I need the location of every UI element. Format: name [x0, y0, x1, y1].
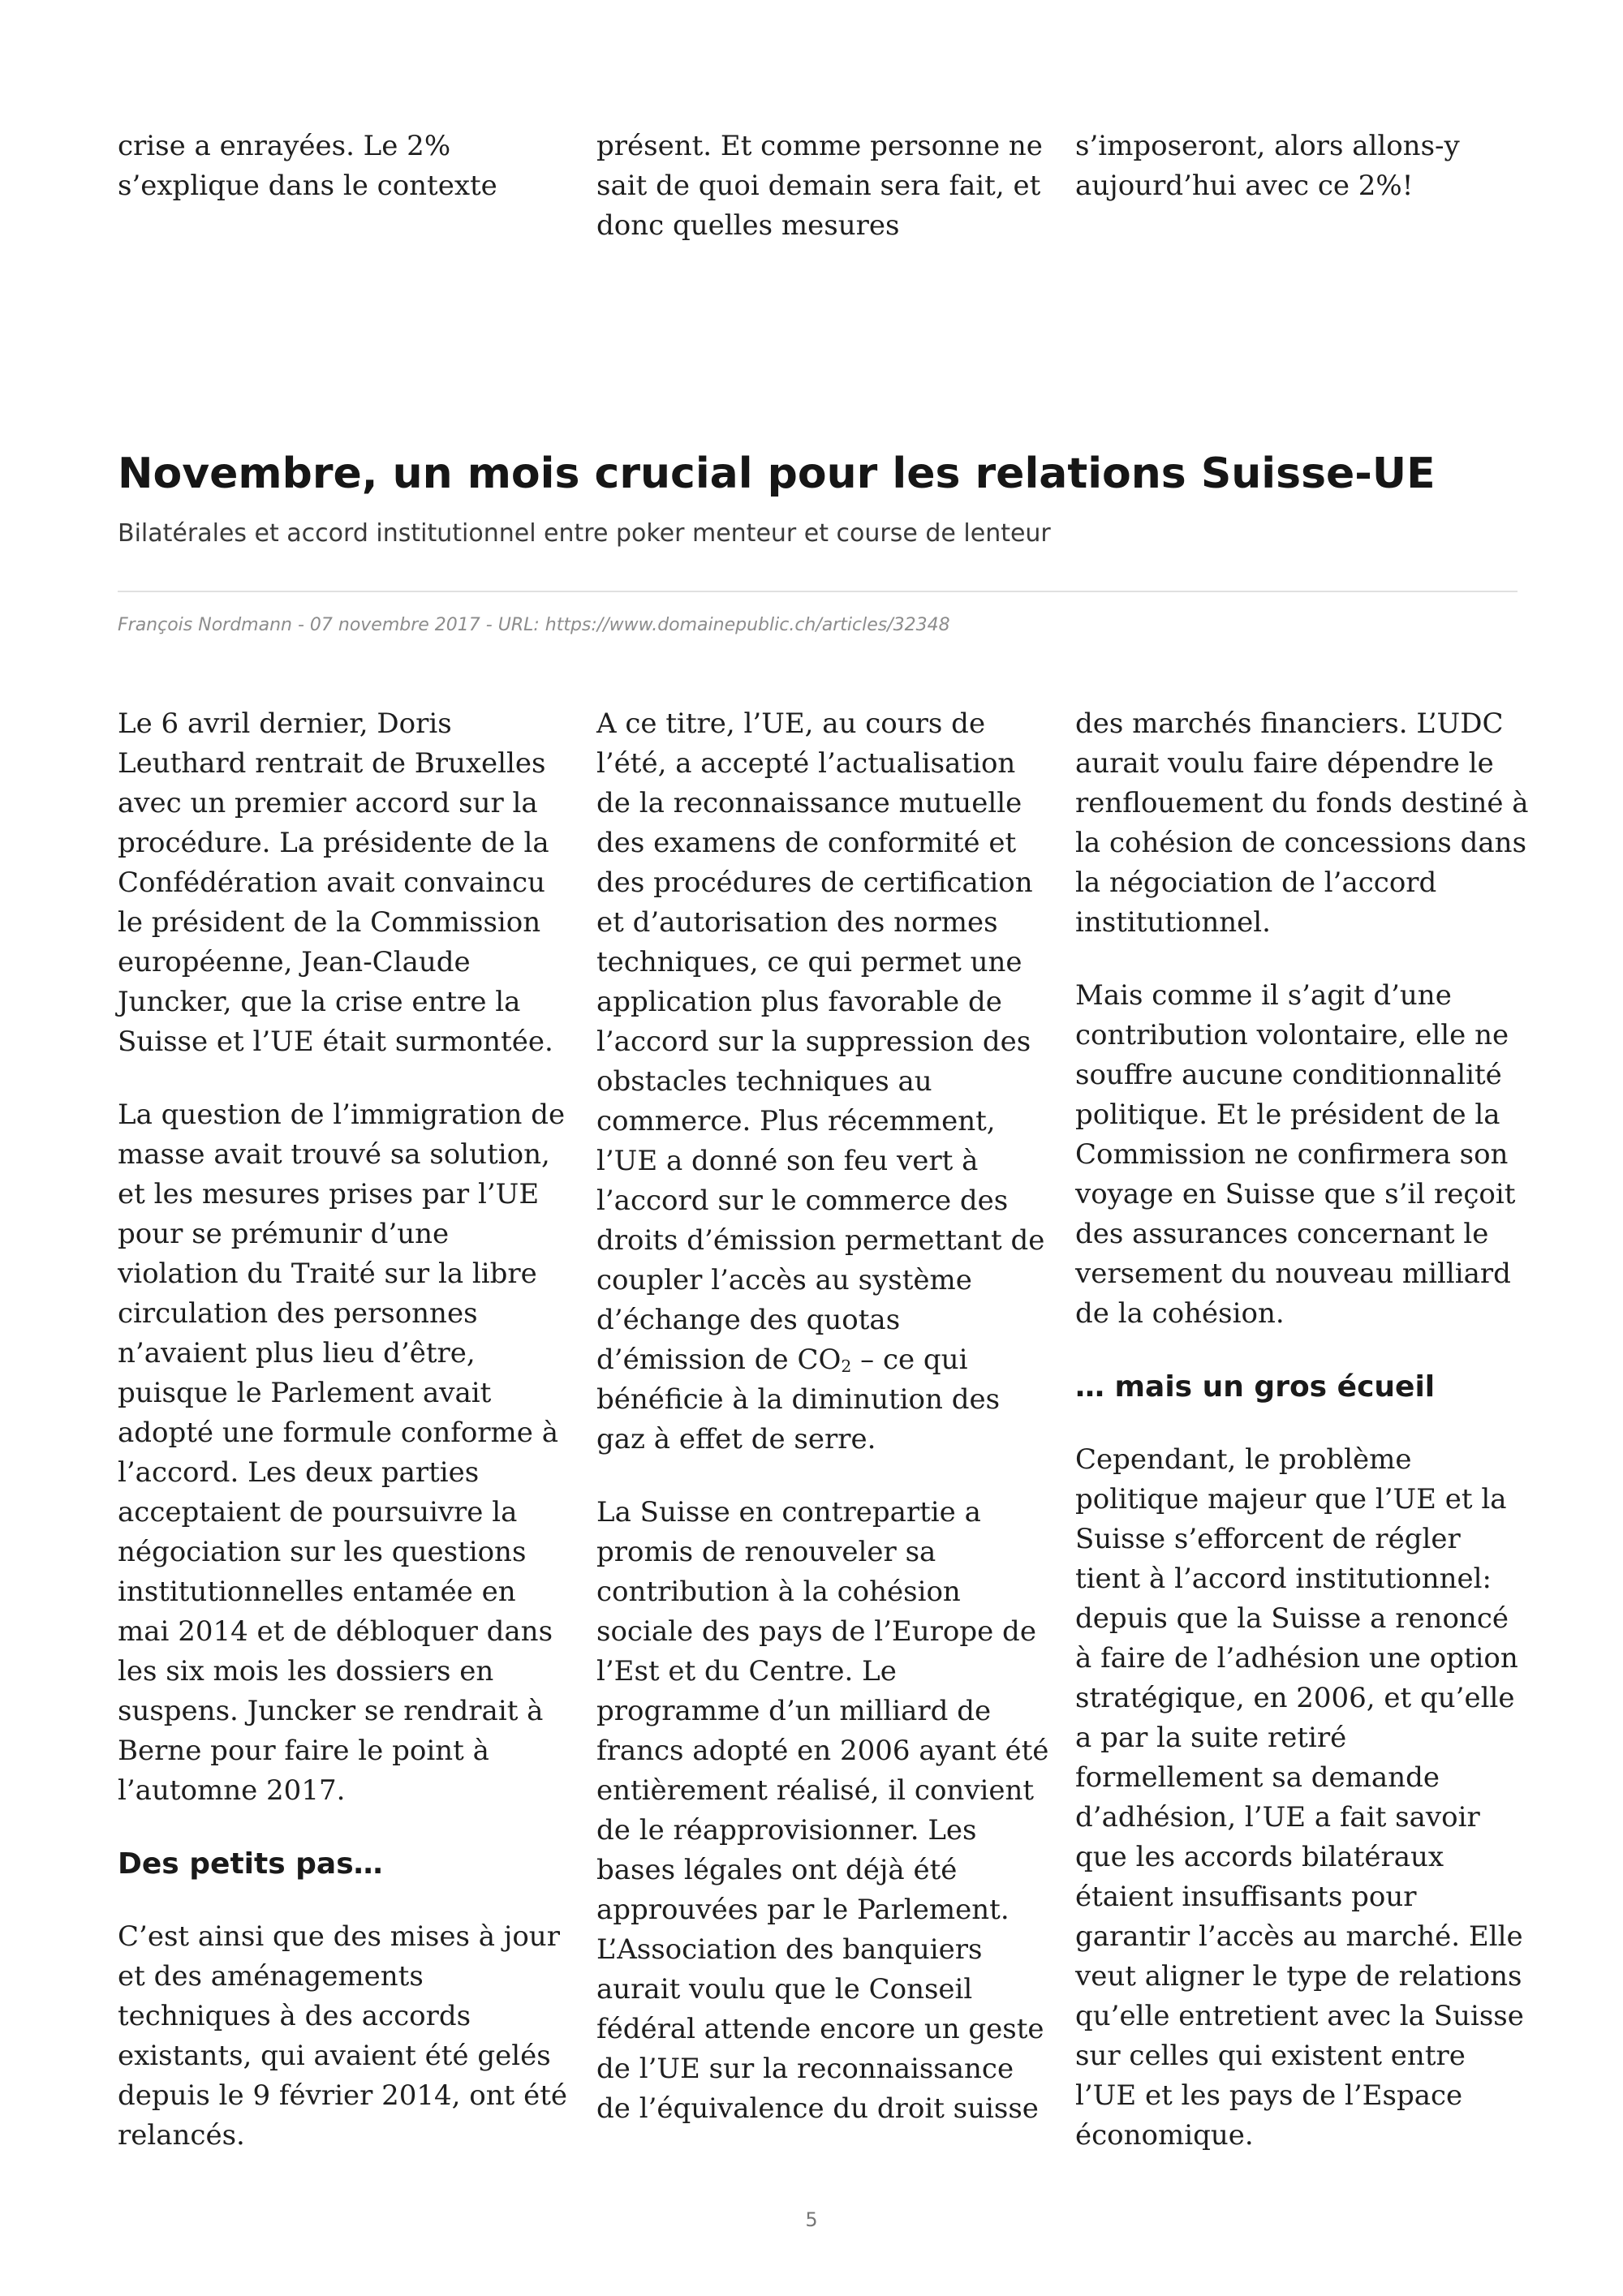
previous-article-column-3	[1075, 127, 1530, 206]
article-title: Novembre, un mois crucial pour les relations Suisse-UE	[118, 449, 1436, 498]
paragraph: La Suisse en contrepartie a promis de renouveler sa contribution à la cohésion sociale des pays de l’Europe de l’Est et du Centre. Le programme d’un milliard de francs adopté en 2006 ayant été entièrement réalisé, il convient de le réapprovisionner. Les bases légales ont déjà été approuvées par le Parlement. L’Association des banquiers aurait voulu que le Conseil fédéral attende encore un geste de l’UE sur la reconnaissance de l’équivalence du droit suisse	[596, 1496, 1049, 2125]
previous-article-text: s’imposeront, alors allons-y aujourd’hui avec ce 2%!	[1075, 130, 1460, 202]
paragraph-text: – ce qui bénéficie à la diminution des gaz à effet de serre.	[596, 1344, 1001, 1455]
paragraph: Mais comme il s’agit d’une contribution volontaire, elle ne souffre aucune conditionnalité politique. Et le président de la Commission ne confirmera son voyage en Suisse que s’il reçoit des assurances concernant le versement du nouveau milliard de la cohésion.	[1075, 979, 1516, 1330]
article-byline: François Nordmann - 07 novembre 2017 - URL: https://www.domainepublic.ch/articles/32348	[118, 615, 950, 635]
article-column-3	[1075, 704, 1530, 2156]
paragraph: des marchés financiers. L’UDC aurait voulu faire dépendre le renflouement du fonds destiné à la cohésion de concessions dans la négociation de l’accord institutionnel.	[1075, 707, 1529, 939]
article-column-1	[118, 704, 572, 2156]
paragraph: Cependant, le problème politique majeur que l’UE et la Suisse s’efforcent de régler tient à l’accord institutionnel: depuis que la Suisse a renoncé à faire de l’adhésion une option stratégique, en 2006, et qu’elle a par la suite retiré formellement sa demande d’adhésion, l’UE a fait savoir que les accords bilatéraux étaient insuffisants pour garantir l’accès au marché. Elle veut aligner le type de relations qu’elle entretient avec la Suisse sur celles qui existent entre l’UE et les pays de l’Espace économique.	[1075, 1443, 1524, 2152]
paragraph: Le 6 avril dernier, Doris Leuthard rentrait de Bruxelles avec un premier accord sur la procédure. La présidente de la Confédération avait convaincu le président de la Commission européenne, Jean-Claude Juncker, que la crise entre la Suisse et l’UE était surmontée.	[118, 707, 553, 1058]
section-heading: Des petits pas…	[118, 1847, 383, 1881]
paragraph: La question de l’immigration de masse avait trouvé sa solution, et les mesures prises par l’UE pour se prémunir d’une violation du Traité sur la libre circulation des personnes n’avaient plus lieu d’être, puisque le Parlement avait adopté une formule conforme à l’accord. Les deux parties acceptaient de poursuivre la négociation sur les questions institutionnelles entamée en mai 2014 et de débloquer dans les six mois les dossiers en suspens. Juncker se rendrait à Berne pour faire le point à l’automne 2017.	[118, 1099, 566, 1807]
paragraph	[596, 704, 1051, 1460]
paragraph-text: A ce titre, l’UE, au cours de l’été, a accepté l’actualisation de la reconnaissance mutuelle des examens de conformité et des procédures de certification et d’autorisation des normes techniques, ce qui permet une application plus favorable de l’accord sur la suppression des obstacles techniques au commerce. Plus récemment, l’UE a donné son feu vert à l’accord sur le commerce des droits d’émission permettant de coupler l’accès au système d’échange des quotas d’émission de CO	[596, 707, 1045, 1376]
paragraph: C’est ainsi que des mises à jour et des aménagements techniques à des accords existants, qui avaient été gelés depuis le 9 février 2014, ont été relancés.	[118, 1920, 568, 2152]
subscript-2: 2	[841, 1357, 852, 1376]
section-heading: … mais un gros écueil	[1075, 1370, 1436, 1404]
header-divider	[118, 591, 1518, 592]
previous-article-column-1	[118, 127, 572, 206]
previous-article-text: crise a enrayées. Le 2% s’explique dans le contexte	[118, 130, 497, 202]
previous-article-text: présent. Et comme personne ne sait de quoi demain sera fait, et donc quelles mesures	[596, 130, 1043, 242]
article-column-2	[596, 704, 1051, 2129]
article-subtitle: Bilatérales et accord institutionnel entre poker menteur et course de lenteur	[118, 519, 1051, 548]
page-number: 5	[805, 2208, 818, 2231]
previous-article-column-2	[596, 127, 1051, 246]
